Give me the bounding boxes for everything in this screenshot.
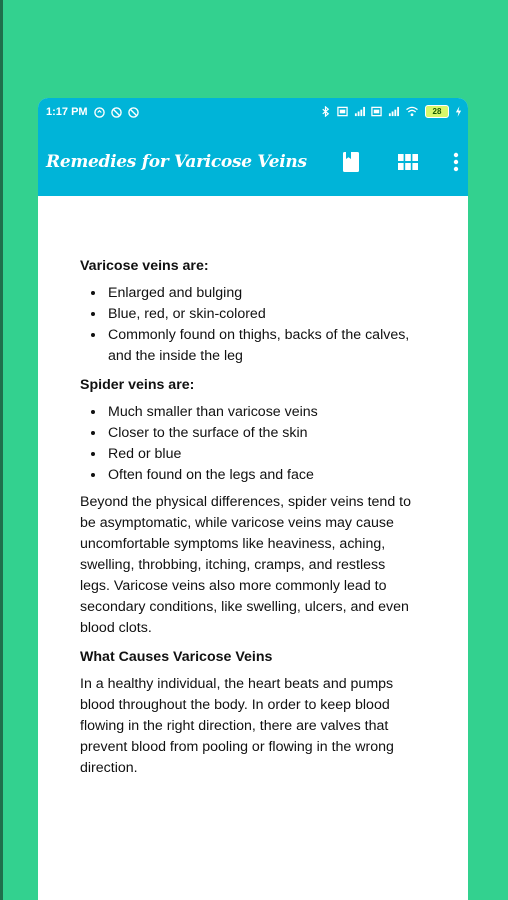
app-bar [38, 128, 468, 196]
sim-icon [337, 106, 348, 117]
bullet-list [80, 402, 415, 486]
background-edge [0, 0, 3, 900]
list-item: • Much smaller than varicose veins [106, 402, 415, 423]
status-bar [38, 98, 468, 128]
charging-icon [455, 106, 462, 117]
sim-icon [371, 106, 382, 117]
blocked-notification-icon [111, 107, 122, 118]
article-content [80, 248, 415, 785]
section-heading: What Causes Varicose Veins [80, 649, 273, 665]
grid-icon [398, 154, 418, 170]
list-item: • Blue, red, or skin-colored [106, 304, 415, 325]
phone-screen [38, 98, 468, 900]
list-item: • Enlarged and bulging [106, 283, 415, 304]
bookmark-icon [341, 151, 361, 173]
bullet-list [80, 283, 415, 367]
blocked-notification-icon [128, 107, 139, 118]
list-item: • Commonly found on thighs, backs of the calves, and the inside the leg [106, 325, 415, 367]
notification-icon [94, 107, 105, 118]
status-right [320, 105, 462, 118]
status-time: 1:17 PM [46, 106, 88, 118]
wifi-icon [405, 106, 419, 117]
signal-icon [354, 106, 365, 117]
list-item: • Often found on the legs and face [106, 465, 415, 486]
section-heading: Spider veins are: [80, 377, 195, 393]
list-item: • Closer to the surface of the skin [106, 423, 415, 444]
battery-indicator: 28 [425, 105, 449, 118]
list-item: • Red or blue [106, 444, 415, 465]
overflow-menu-button[interactable] [444, 150, 468, 174]
status-left [46, 106, 139, 118]
bluetooth-icon [320, 106, 331, 117]
more-vert-icon [453, 152, 459, 172]
bookmark-button[interactable] [339, 150, 363, 174]
signal-icon [388, 106, 399, 117]
app-title: Remedies for Varicose Veins [46, 152, 307, 172]
grid-view-button[interactable] [396, 150, 420, 174]
section-heading: Varicose veins are: [80, 258, 209, 274]
paragraph: Beyond the physical differences, spider veins tend to be asymptomatic, while varicose veins may cause uncomfortable symptoms like heaviness, aching, swelling, throbbing, itching, cramps, and restless legs. Varicose veins also more commonly lead to secondary conditions, like swelling, ulcers, and even blood clots. [80, 494, 411, 636]
paragraph: In a healthy individual, the heart beats and pumps blood throughout the body. In order to keep blood flowing in the right direction, there are valves that prevent blood from pooling or flowing in the wrong direction. [80, 676, 394, 776]
